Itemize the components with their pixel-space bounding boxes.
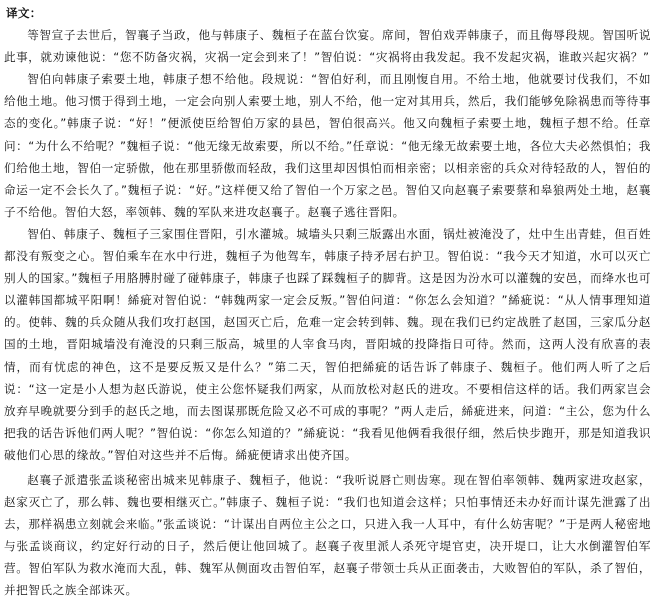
paragraph-1: 等智宣子去世后，智襄子当政，他与韩康子、魏桓子在蓝台饮宴。席间，智伯戏弄韩康子，而且侮辱段规。智国听说此事，就劝谏他说：“您不防备灾祸，灾祸一定会到来了！”智伯说：“灾祸将由我发起。我不发起灾祸，谁敢兴起灾祸？” [4,28,651,65]
document-heading: 译文： [6,6,42,20]
paragraph-4: 赵襄子派遣张孟谈秘密出城来见韩康子、魏桓子，他说：“我听说唇亡则齿寒。现在智伯率领韩、魏两家进攻赵家，赵家灭亡了，那么韩、魏也要相继灭亡。”韩康子、魏桓子说：“我们也知道会这样；只怕事情还未办好而计谋先泄露了出去，那样祸患立刻就会来临。”张孟谈说：“计谋出自两位主公之口，只进入我一人耳中，有什么妨害呢？”于是两人秘密地与张孟谈商议，约定好行动的日子，然后便让他回城了。赵襄子夜里派人杀死守堤官吏，决开堤口，让大水倒灌智伯军营。智伯军队为救水淹而大乱，韩、魏军从侧面攻击智伯军，赵襄子带领士兵从正面袭击，大败智伯的军队，杀了智伯，并把智氏之族全部诛灭。 [4,472,651,598]
paragraph-2: 智伯向韩康子索要土地，韩康子想不给他。段规说：“智伯好利，而且刚愎自用。不给土地，他就要讨伐我们，不如给他土地。他习惯于得到土地，一定会向别人索要土地，别人不给，他一定对其用兵，然后，我们能够免除祸患而等待事态的变化。”韩康子说：“好！”便派使臣给智伯万家的县邑，智伯很高兴。他又向魏桓子索要土地，魏桓子想不给。任章问：“为什么不给呢？”魏桓子说：“他无缘无故索要，所以不给。”任章说：“他无缘无故索要土地，各位大夫必然惧怕；我们给他土地，智伯一定骄傲，他在那里骄傲而轻敌，我们这里却因惧怕而相亲密；以相亲密的兵众对待轻敌的人，智伯的命运一定不会长久了。”魏桓子说：“好。”这样便又给了智伯一个万家之邑。智伯又向赵襄子索要蔡和皋狼两处土地，赵襄子不给他。智伯大怒，率领韩、魏的军队来进攻赵襄子。赵襄子逃往晋阳。 [4,72,651,219]
paragraph-3: 智伯、韩康子、魏桓子三家围住晋阳，引水灌城。城墙头只剩三版露出水面，锅灶被淹没了，灶中生出青蛙，但百姓都没有叛变之心。智伯乘车在水中行进，魏桓子为他驾车，韩康子持矛居右护卫。智伯说：“我今天才知道，水可以灭亡别人的国家。”魏桓子用胳膊肘碰了碰韩康子，韩康子也踩了踩魏桓子的脚背。这是因为汾水可以灌魏的安邑，而绛水也可以灌韩国都城平阳啊！絺疵对智伯说：“韩魏两家一定会反叛。”智伯问道：“你怎么会知道？”絺疵说：“从人情事理知道的。使韩、魏的兵众随从我们攻打赵国，赵国灭亡后，危难一定会转到韩、魏。现在我们已约定战胜了赵国，三家瓜分赵国的土地，晋阳城墙没有淹没的只剩三版高，城里的人宰食马肉，晋阳城的投降指日可待。然而，这两人没有欣喜的表情，而有忧虑的神色，这不是要反叛又是什么？”第二天，智伯把絺疵的话告诉了韩康子、魏桓子。他们两人听了之后说：“这一定是小人想为赵氏游说，使主公您怀疑我们两家，从而放松对赵氏的进攻。不要相信这样的话。我们两家岂会放弃早晚就要分到手的赵氏之地，而去图谋那既危险又必不可成的事呢？”两人走后，絺疵进来，问道：“主公，您为什么把我的话告诉他们两人呢？”智伯说：“你怎么知道的？”絺疵说：“我看见他俩看我很仔细，然后快步跑开，那是知道我识破他们心思的缘故。”智伯对这些并不后悔。絺疵便请求出使齐国。 [4,226,651,462]
